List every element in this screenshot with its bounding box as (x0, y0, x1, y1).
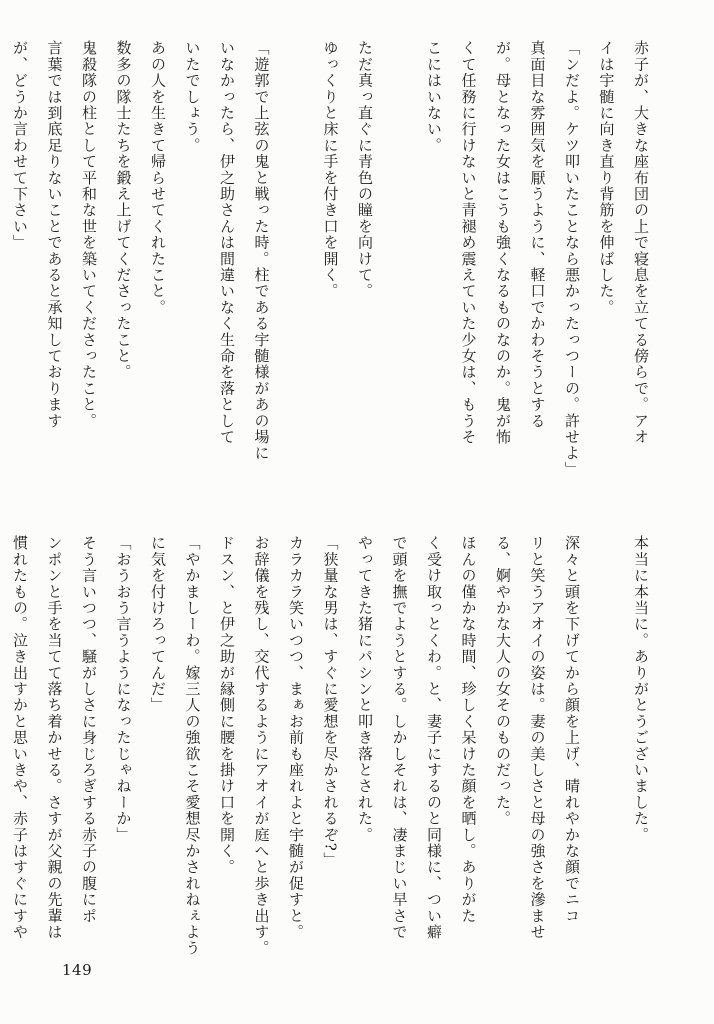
lower-text-block (11, 535, 658, 957)
text-line: る、婀やかな大人の女そのものだった。 (494, 535, 512, 827)
text-line: ンポンと手を当てて落ち着かせる。さすが父親の先輩は (45, 535, 64, 940)
text-line: こにはいない。 (425, 40, 443, 154)
text-line: ドスン、と伊之助が縁側に腰を掛け口を開く。 (218, 535, 236, 876)
text-line: で頭を撫でようとする。しかしそれは、凄まじい早さで (390, 535, 409, 940)
text-line: そう言いつつ、騒がしさに身じろぎする赤子の腹にポ (80, 535, 98, 924)
text-line: 深々と頭を下げてから顔を上げ、晴れやかな顔でニコ (563, 535, 581, 924)
text-line: ゆっくりと床に手を付き口を開く。 (321, 40, 340, 300)
text-line: やってきた猪にパシンと叩き落とされた。 (356, 535, 374, 843)
text-line: あの人を生きて帰らせてくれたこと。 (149, 40, 167, 316)
text-line: 慣れたもの。泣き出すかと思いきや、赤子はすぐにすや (11, 535, 29, 940)
text-line: 本当に本当に。ありがとうございました。 (632, 535, 650, 843)
text-line: 鬼殺隊の柱として平和な世を築いてくださったこと。 (80, 40, 98, 429)
text-line: 言葉では到底足りないことであると承知しております (45, 40, 64, 429)
text-line (589, 535, 624, 935)
text-line: 数多の隊士たちを鍛え上げてくださったこと。 (114, 40, 133, 381)
text-line: 赤子が、大きな座布団の上で寝息を立てる傍らで。アオ (632, 40, 650, 445)
text-line: 「狭量な男は、すぐに愛想を尽かされるぞ?」 (321, 535, 340, 869)
text-line: が。母となった女はこうも強くなるものなのか。鬼が怖 (494, 40, 512, 445)
page-number: 149 (62, 961, 93, 979)
text-line: 「遊郭で上弦の鬼と戦った時。柱である宇髄様があの場に (252, 40, 271, 462)
text-line (0, 535, 3, 935)
text-line (382, 40, 417, 472)
text-line: 「ンだよ。ケツ叩いたことなら悪かったっつーの。許せよ」 (563, 40, 581, 478)
text-line: ほんの僅かな時間、珍しく呆けた顔を晒し。ありがた (459, 535, 478, 924)
text-line: 「おうおう言うようになったじゃねーか」 (114, 535, 133, 843)
text-line: くて任務に行けないと青褪め震えていた少女は、もうそ (459, 40, 478, 445)
text-line: 「やかましーわ。嫁三人の強欲こそ愛想尽かされねぇよう (183, 535, 202, 957)
text-line: いなかったら、伊之助さんは間違いなく生命を落として (218, 40, 236, 445)
text-line: 真面目な雰囲気を厭うように、軽口でかわそうとする (528, 40, 547, 429)
text-line: いたでしょう。 (183, 40, 202, 154)
text-line: リと笑うアオイの姿は。妻の美しさと母の強さを滲ませ (528, 535, 547, 940)
text-line (279, 40, 314, 472)
text-line: く受け取っとくわ。と、妻子にするのと同様に、つい癖 (425, 535, 443, 940)
text-line: に気を付けろってんだ」 (149, 535, 167, 714)
text-line: ただ真っ直ぐに青色の瞳を向けて。 (356, 40, 374, 300)
text-line: が、どうか言わせて下さい」 (11, 40, 29, 251)
upper-text-block (11, 40, 658, 478)
text-line: お辞儀を残し、交代するようにアオイが庭へと歩き出す。 (252, 535, 271, 957)
text-line: イは宇髄に向き直り背筋を伸ばした。 (597, 40, 616, 316)
text-line: カラカラ笑いつつ、まぁお前も座れよと宇髄が促すと。 (287, 535, 305, 940)
